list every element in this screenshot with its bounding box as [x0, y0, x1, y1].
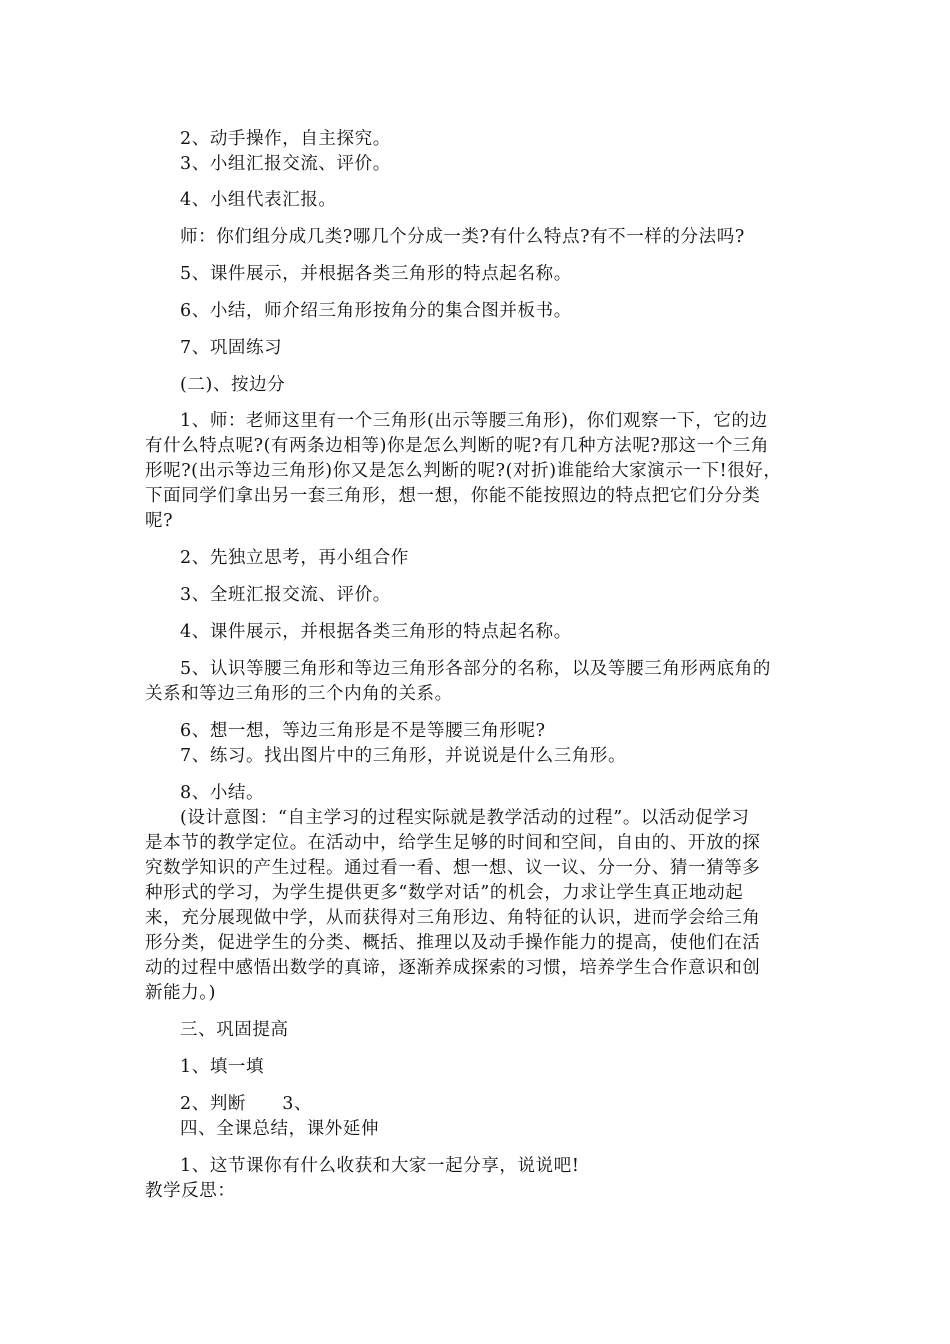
paragraph-line: 8、小结。 [180, 783, 265, 803]
paragraph-line: 4、小组代表汇报。 [180, 190, 337, 210]
paragraph-line: 1、这节课你有什么收获和大家一起分享，说说吧! [180, 1156, 580, 1176]
paragraph-line: 3、全班汇报交流、评价。 [180, 585, 391, 605]
paragraph-line: 是本节的教学定位。在活动中，给学生足够的时间和空间，自由的、开放的探 [145, 833, 761, 853]
paragraph-line: 2、判断 3、 [180, 1094, 313, 1114]
paragraph-line: 形分类，促进学生的分类、概括、推理以及动手操作能力的提高，使他们在活 [145, 933, 761, 953]
paragraph-line: (设计意图：“自主学习的过程实际就是教学活动的过程”。以活动促学习 [180, 808, 750, 828]
paragraph-line: 关系和等边三角形的三个内角的关系。 [145, 684, 453, 704]
paragraph-line: 5、课件展示，并根据各类三角形的特点起名称。 [180, 264, 572, 284]
paragraph-line: 下面同学们拿出另一套三角形，想一想，你能不能按照边的特点把它们分分类 [145, 486, 761, 506]
paragraph-line: 1、师：老师这里有一个三角形(出示等腰三角形)，你们观察一下，它的边 [180, 411, 768, 431]
paragraph-line: 形呢?(出示等边三角形)你又是怎么判断的呢?(对折)谁能给大家演示一下!很好， [145, 461, 782, 481]
paragraph-line: 究数学知识的产生过程。通过看一看、想一想、议一议、分一分、猜一猜等多 [145, 858, 761, 878]
paragraph-line: 2、先独立思考，再小组合作 [180, 548, 409, 568]
paragraph-line: 呢? [145, 511, 174, 531]
section-heading: (二)、按边分 [180, 375, 286, 395]
paragraph-line: 1、填一填 [180, 1057, 265, 1077]
paragraph-line: 6、想一想，等边三角形是不是等腰三角形呢? [180, 721, 546, 741]
paragraph-line: 6、小结，师介绍三角形按角分的集合图并板书。 [180, 301, 572, 321]
section-heading: 三、巩固提高 [180, 1020, 289, 1040]
paragraph-line: 有什么特点呢?(有两条边相等)你是怎么判断的呢?有几种方法呢?那这一个三角 [145, 436, 769, 456]
paragraph-line: 5、认识等腰三角形和等边三角形各部分的名称，以及等腰三角形两底角的 [180, 659, 771, 679]
paragraph-line: 7、巩固练习 [180, 338, 283, 358]
paragraph-line: 3、小组汇报交流、评价。 [180, 154, 391, 174]
paragraph-line: 师：你们组分成几类?哪几个分成一类?有什么特点?有不一样的分法吗? [180, 227, 745, 247]
section-heading: 教学反思： [145, 1181, 236, 1201]
paragraph-line: 动的过程中感悟出数学的真谛，逐渐养成探索的习惯，培养学生合作意识和创 [145, 958, 761, 978]
paragraph-line: 种形式的学习，为学生提供更多“数学对话”的机会，力求让学生真正地动起 [145, 883, 744, 903]
paragraph-line: 来，充分展现做中学，从而获得对三角形边、角特征的认识，进而学会给三角 [145, 908, 761, 928]
paragraph-line: 4、课件展示，并根据各类三角形的特点起名称。 [180, 622, 572, 642]
paragraph-line: 新能力。) [145, 983, 217, 1003]
section-heading: 四、全课总结，课外延伸 [180, 1119, 380, 1139]
paragraph-line: 7、练习。找出图片中的三角形，并说说是什么三角形。 [180, 746, 627, 766]
paragraph-line: 2、动手操作，自主探究。 [180, 129, 391, 149]
